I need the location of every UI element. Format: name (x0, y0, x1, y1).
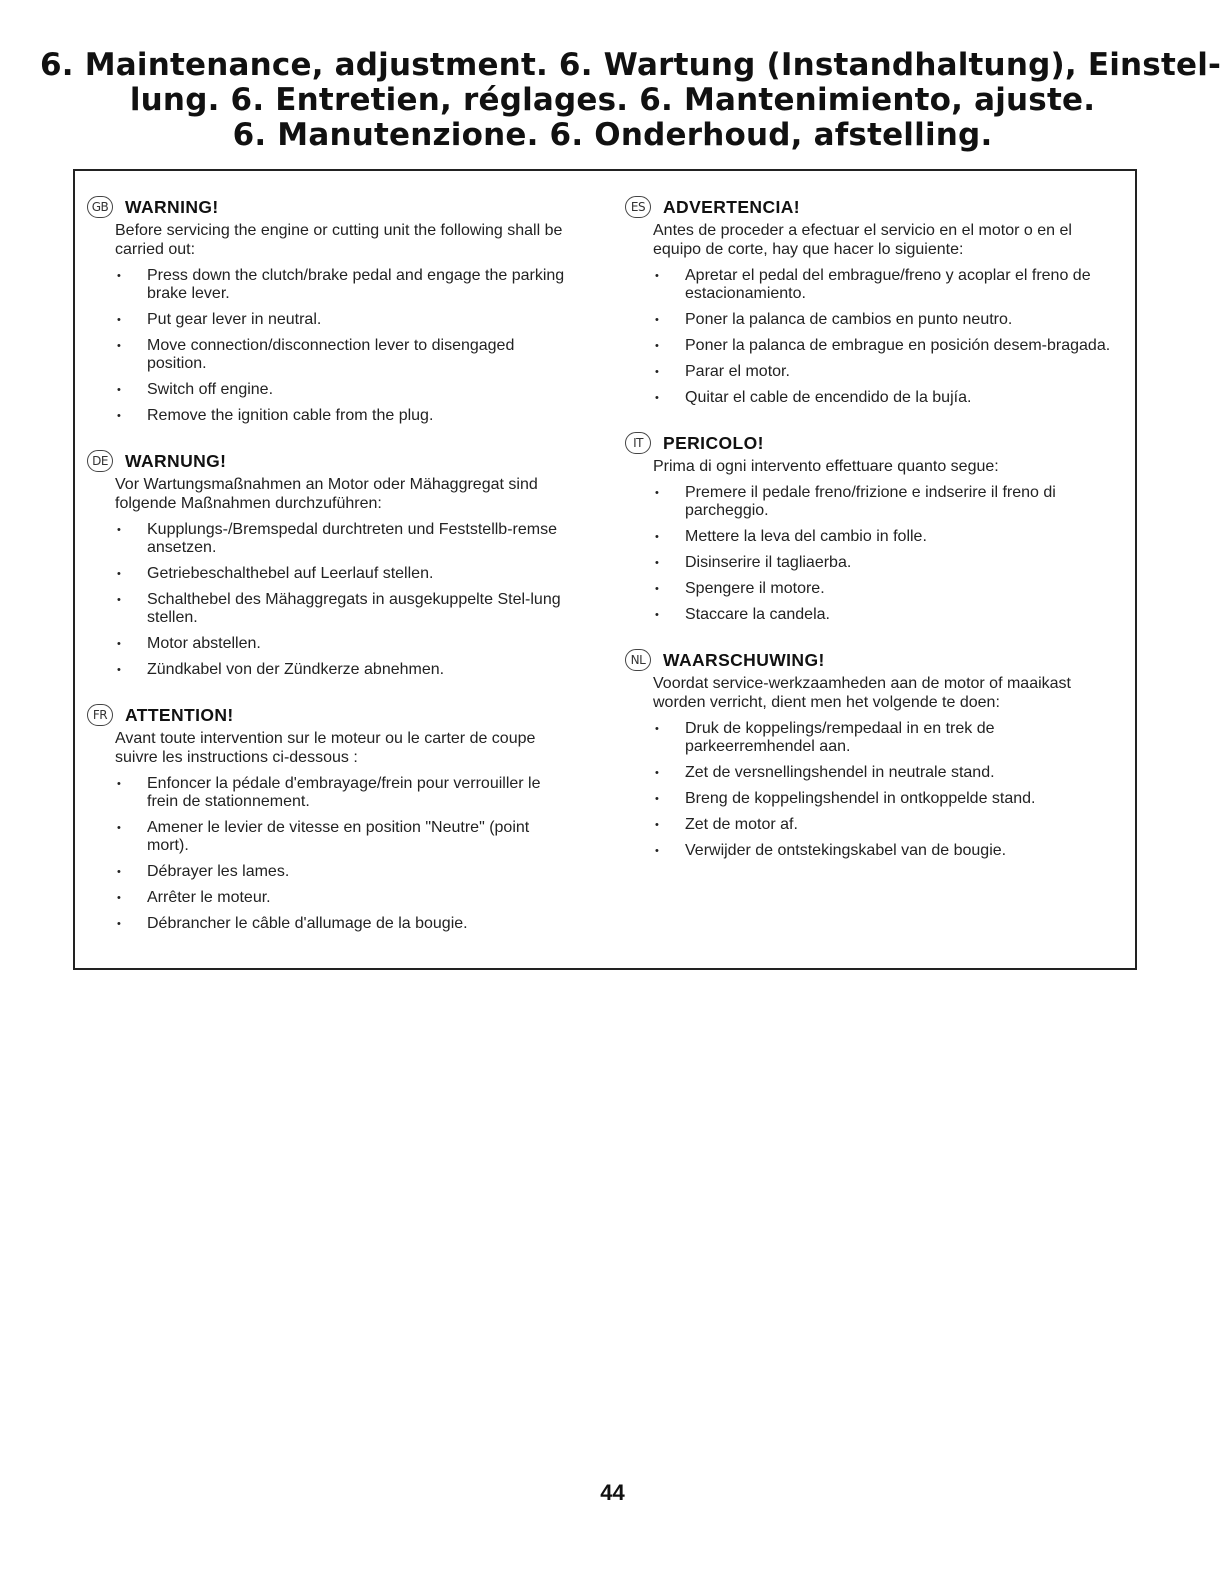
page-title (40, 47, 1222, 153)
list-item (653, 764, 1111, 782)
list-item (115, 521, 569, 557)
list-item-text: Remove the ignition cable from the plug. (147, 407, 434, 424)
list-item (653, 528, 1111, 546)
section-it (627, 429, 1111, 624)
step-list (115, 775, 569, 933)
bullet-icon: • (117, 270, 121, 282)
bullet-icon: • (655, 392, 659, 404)
title-line-2: lung. 6. Entretien, réglages. 6. Mantenimiento, ajuste. (129, 82, 1096, 118)
bullet-icon: • (655, 487, 659, 499)
list-item-text: Amener le levier de vitesse en position "Neutre" (point mort). (147, 819, 530, 854)
list-item (653, 842, 1111, 860)
section-intro: Before servicing the engine or cutting unit the following shall be carried out: (115, 222, 563, 258)
bullet-icon: • (655, 793, 659, 805)
section-gb (89, 193, 569, 425)
bullet-icon: • (117, 340, 121, 352)
page-number: 44 (600, 1480, 625, 1505)
section-intro: Voordat service-werkzaamheden aan de motor of maaikast worden verricht, dient men het volgende te doen: (653, 675, 1071, 711)
list-item-text: Getriebeschalthebel auf Leerlauf stellen. (147, 565, 434, 582)
list-item-text: Move connection/disconnection lever to disengaged position. (147, 337, 515, 372)
section-es (627, 193, 1111, 407)
step-list (653, 267, 1111, 407)
list-item-text: Parar el motor. (685, 363, 790, 380)
list-item (115, 337, 569, 373)
list-item (653, 580, 1111, 598)
list-item (115, 635, 569, 653)
bullet-icon: • (655, 366, 659, 378)
list-item-text: Breng de koppelingshendel in ontkoppelde stand. (685, 790, 1036, 807)
bullet-icon: • (117, 314, 121, 326)
section-heading (87, 447, 569, 475)
list-item-text: Press down the clutch/brake pedal and engage the parking brake lever. (147, 267, 565, 302)
list-item-text: Débrancher le câble d'allumage de la bougie. (147, 915, 468, 932)
bullet-icon: • (655, 531, 659, 543)
bullet-icon: • (655, 270, 659, 282)
list-item-text: Kupplungs-/Bremspedal durchtreten und Feststellb-remse ansetzen. (147, 521, 557, 556)
list-item (115, 381, 569, 399)
list-item (115, 661, 569, 679)
fr-language-icon: FR (87, 704, 113, 726)
bullet-icon: • (117, 778, 121, 790)
list-item (653, 790, 1111, 808)
step-list (653, 720, 1111, 860)
list-item (653, 606, 1111, 624)
list-item-text: Put gear lever in neutral. (147, 311, 322, 328)
list-item (115, 819, 569, 855)
list-item-text: Zet de motor af. (685, 816, 798, 833)
list-item (115, 775, 569, 811)
list-item (115, 565, 569, 583)
es-language-icon: ES (625, 196, 651, 218)
heading-text: WAARSCHUWING! (663, 649, 825, 670)
list-item-text: Premere il pedale freno/frizione e indserire il freno di parcheggio. (685, 484, 1056, 519)
bullet-icon: • (655, 767, 659, 779)
bullet-icon: • (117, 822, 121, 834)
list-item-text: Zet de versnellingshendel in neutrale stand. (685, 764, 995, 781)
list-item (653, 554, 1111, 572)
bullet-icon: • (655, 583, 659, 595)
section-fr (89, 701, 569, 933)
bullet-icon: • (117, 638, 121, 650)
list-item-text: Druk de koppelings/rempedaal in en trek de parkeerremhendel aan. (685, 720, 995, 755)
step-list (115, 521, 569, 679)
bullet-icon: • (117, 384, 121, 396)
bullet-icon: • (117, 918, 121, 930)
heading-text: WARNING! (125, 196, 219, 217)
warning-box (73, 169, 1137, 970)
list-item-text: Staccare la candela. (685, 606, 830, 623)
nl-language-icon: NL (625, 649, 651, 671)
it-language-icon: IT (625, 432, 651, 454)
section-heading (87, 701, 569, 729)
heading-text: WARNUNG! (125, 450, 227, 471)
list-item-text: Poner la palanca de cambios en punto neutro. (685, 311, 1013, 328)
bullet-icon: • (655, 845, 659, 857)
list-item (653, 720, 1111, 756)
bullet-icon: • (655, 340, 659, 352)
heading-text: PERICOLO! (663, 432, 764, 453)
list-item-text: Poner la palanca de embrague en posición desem-bragada. (685, 337, 1111, 354)
list-item-text: Enfoncer la pédale d'embrayage/frein pour verrouiller le frein de stationnement. (147, 775, 541, 810)
step-list (115, 267, 569, 425)
section-nl (627, 646, 1111, 860)
heading-text: ADVERTENCIA! (663, 196, 801, 217)
list-item-text: Switch off engine. (147, 381, 274, 398)
bullet-icon: • (655, 609, 659, 621)
section-heading (625, 193, 1111, 221)
list-item (115, 863, 569, 881)
de-language-icon: DE (87, 450, 113, 472)
list-item (115, 591, 569, 627)
bullet-icon: • (117, 594, 121, 606)
list-item (115, 407, 569, 425)
section-intro: Avant toute intervention sur le moteur ou le carter de coupe suivre les instructions ci-dessous : (115, 730, 536, 766)
list-item (115, 889, 569, 907)
list-item (653, 484, 1111, 520)
bullet-icon: • (117, 524, 121, 536)
list-item-text: Mettere la leva del cambio in folle. (685, 528, 927, 545)
step-list (653, 484, 1111, 624)
title-line-3: 6. Manutenzione. 6. Onderhoud, afstelling. (232, 117, 993, 153)
section-intro: Prima di ogni intervento effettuare quanto segue: (653, 458, 999, 475)
list-item (115, 311, 569, 329)
section-heading (87, 193, 569, 221)
section-heading (625, 429, 1111, 457)
list-item-text: Schalthebel des Mähaggregats in ausgekuppelte Stel-lung stellen. (147, 591, 561, 626)
list-item-text: Quitar el cable de encendido de la bujía. (685, 389, 972, 406)
list-item-text: Disinserire il tagliaerba. (685, 554, 852, 571)
list-item-text: Zündkabel von der Zündkerze abnehmen. (147, 661, 445, 678)
list-item (653, 267, 1111, 303)
bullet-icon: • (117, 568, 121, 580)
bullet-icon: • (655, 557, 659, 569)
list-item (653, 816, 1111, 834)
list-item (653, 363, 1111, 381)
gb-language-icon: GB (87, 196, 113, 218)
section-de (89, 447, 569, 679)
heading-text: ATTENTION! (125, 704, 234, 725)
list-item-text: Spengere il motore. (685, 580, 825, 597)
list-item-text: Apretar el pedal del embrague/freno y acoplar el freno de estacionamiento. (685, 267, 1091, 302)
section-heading (625, 646, 1111, 674)
bullet-icon: • (117, 892, 121, 904)
bullet-icon: • (655, 819, 659, 831)
bullet-icon: • (655, 723, 659, 735)
list-item-text: Verwijder de ontstekingskabel van de bougie. (685, 842, 1007, 859)
list-item (653, 337, 1111, 355)
section-intro: Vor Wartungsmaßnahmen an Motor oder Mähaggregat sind folgende Maßnahmen durchzuführen: (115, 476, 538, 512)
list-item-text: Débrayer les lames. (147, 863, 290, 880)
list-item (115, 915, 569, 933)
list-item-text: Motor abstellen. (147, 635, 261, 652)
list-item (653, 311, 1111, 329)
left-column (89, 193, 569, 955)
right-column (627, 193, 1111, 882)
list-item (115, 267, 569, 303)
bullet-icon: • (117, 410, 121, 422)
section-intro: Antes de proceder a efectuar el servicio en el motor o en el equipo de corte, hay que hacer lo siguiente: (653, 222, 1072, 258)
bullet-icon: • (655, 314, 659, 326)
title-line-1: 6. Maintenance, adjustment. 6. Wartung (Instandhaltung), Einstel- (40, 47, 1222, 83)
list-item (653, 389, 1111, 407)
bullet-icon: • (117, 664, 121, 676)
list-item-text: Arrêter le moteur. (147, 889, 271, 906)
bullet-icon: • (117, 866, 121, 878)
